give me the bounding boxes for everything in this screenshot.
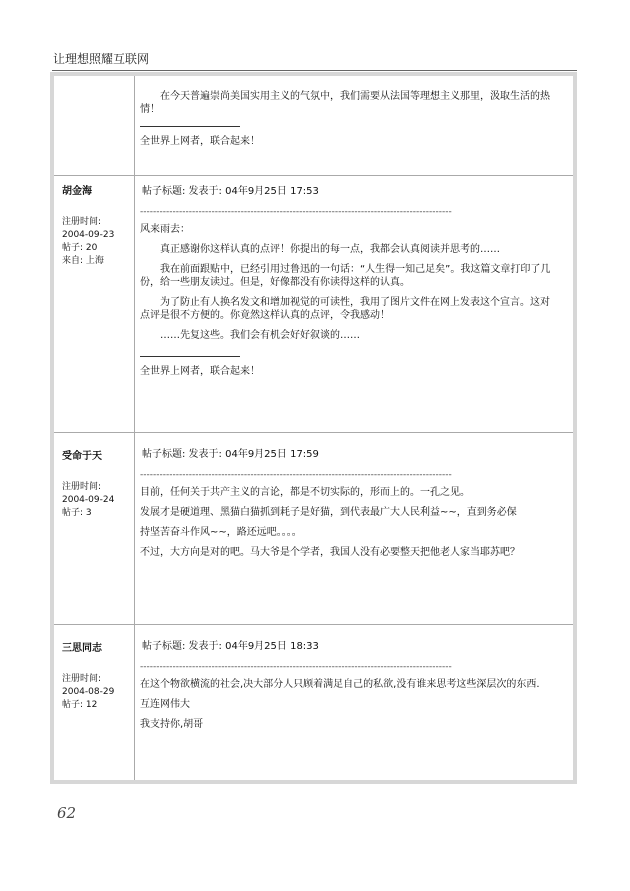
row-divider — [54, 624, 573, 625]
register-label: 注册时间: — [62, 482, 102, 492]
signature-rule — [140, 356, 240, 357]
post-body — [140, 640, 555, 738]
author-location: 来自: 上海 — [62, 256, 104, 266]
post-paragraph: 我支持你,胡哥 — [140, 719, 204, 730]
register-label: 注册时间: — [62, 674, 102, 684]
signature-rule — [140, 126, 240, 127]
post-paragraph: ……先复这些。我们会有机会好好叙谈的…… — [160, 330, 360, 341]
post-body — [140, 185, 555, 378]
post-continuation — [140, 90, 555, 148]
post-paragraph: 持坚苦奋斗作风~~，路还远吧。。。。 — [140, 527, 302, 538]
header-rule — [52, 70, 577, 71]
register-date: 2004-09-23 — [62, 230, 115, 240]
post-paragraph: 真正感谢你这样认真的点评！你提出的每一点，我都会认真阅读并思考的…… — [160, 244, 500, 255]
author-card — [62, 642, 132, 712]
author-card — [62, 185, 132, 268]
page-number: 62 — [57, 804, 77, 822]
post-paragraph: 在今天普遍崇尚美国实用主义的气氛中，我们需要从法国等理想主义那里，汲取生活的热情！ — [140, 91, 550, 115]
signature-text: 全世界上网者，联合起来！ — [140, 136, 260, 147]
column-divider — [134, 76, 135, 780]
post-paragraph: 发展才是硬道理、黑猫白猫抓到耗子是好猫，到代表最广大人民利益~~，直到务必保 — [140, 507, 517, 518]
author-card — [62, 450, 132, 520]
running-header: 让理想照耀互联网 — [53, 52, 150, 66]
post-paragraph: 在这个物欲横流的社会,决大部分人只顾着满足自己的私欲,没有谁来思考这些深层次的东西. — [140, 679, 540, 690]
register-date: 2004-08-29 — [62, 687, 115, 697]
post-body — [140, 448, 555, 566]
post-separator: ------------------------------------------------------------------------------------------------ — [140, 662, 452, 672]
register-label: 注册时间: — [62, 217, 102, 227]
signature-text: 全世界上网者，联合起来！ — [140, 366, 260, 377]
post-greeting: 风来雨去： — [140, 224, 190, 235]
register-date: 2004-09-24 — [62, 495, 115, 505]
post-count: 帖子: 12 — [62, 700, 98, 710]
post-paragraph: 互连网伟大 — [140, 699, 190, 710]
author-name[interactable]: 胡金海 — [62, 186, 92, 197]
post-separator: ------------------------------------------------------------------------------------------------ — [140, 470, 452, 480]
post-paragraph: 我在前面跟贴中，已经引用过鲁迅的一句话：“人生得一知己足矣”。我这篇文章打印了几份，给一些朋友读过。但是，好像都没有你读得这样的认真。 — [140, 264, 551, 288]
post-paragraph: 为了防止有人换名发文和增加视觉的可读性，我用了图片文件在网上发表这个宣言。这对点评是很不方便的。你竟然这样认真的点评，令我感动！ — [140, 297, 550, 321]
post-separator: ------------------------------------------------------------------------------------------------ — [140, 207, 452, 217]
post-title: 帖子标题: 发表于: 04年9月25日 17:59 — [142, 449, 319, 460]
post-title: 帖子标题: 发表于: 04年9月25日 18:33 — [142, 641, 319, 652]
post-count: 帖子: 3 — [62, 508, 92, 518]
post-paragraph: 目前，任何关于共产主义的言论，都是不切实际的，形而上的。一孔之见。 — [140, 487, 470, 498]
author-name[interactable]: 受命于天 — [62, 451, 102, 462]
post-title: 帖子标题: 发表于: 04年9月25日 17:53 — [142, 186, 319, 197]
author-name[interactable]: 三思同志 — [62, 643, 102, 654]
post-count: 帖子: 20 — [62, 243, 98, 253]
row-divider — [54, 432, 573, 433]
row-divider — [54, 175, 573, 176]
post-paragraph: 不过，大方向是对的吧。马大爷是个学者，我国人没有必要整天把他老人家当耶苏吧？ — [140, 547, 520, 558]
